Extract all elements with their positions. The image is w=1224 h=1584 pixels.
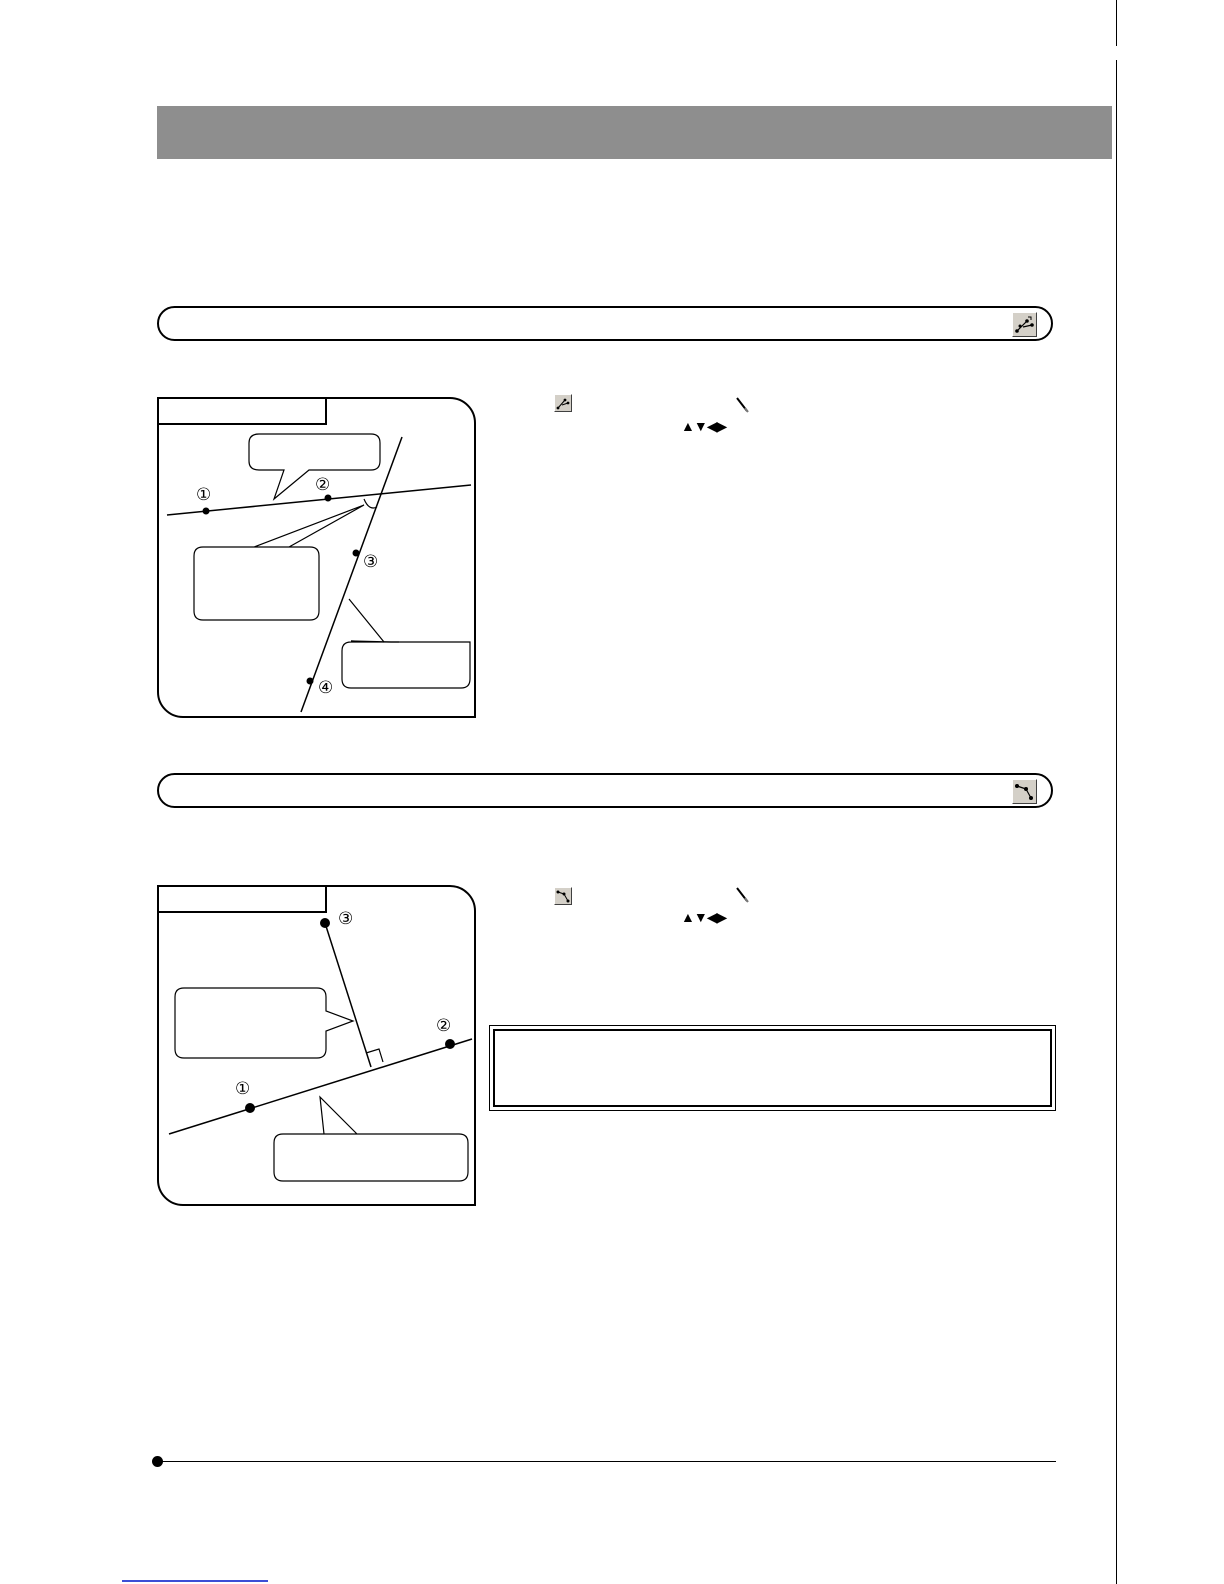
section-bar-perpendicular (157, 773, 1053, 808)
point-marker-1: ① (235, 1079, 251, 1098)
point-marker-2: ② (315, 475, 331, 494)
figure-perpendicular-diagram (157, 885, 476, 1206)
point-3 (353, 550, 360, 557)
point-marker-1: ① (196, 485, 212, 504)
arrow-keys-icon: ▲▼◀▶ (681, 418, 727, 434)
crop-mark-right-vertical (1116, 60, 1117, 1584)
section-bar-angle (157, 306, 1053, 341)
footer-rule (157, 1461, 1056, 1462)
perpendicular-measure-icon (554, 887, 572, 905)
point-marker-4: ④ (318, 678, 334, 697)
angle-measure-icon (554, 394, 572, 412)
point-2 (445, 1039, 455, 1049)
footer-bullet (152, 1456, 163, 1467)
point-4 (307, 678, 314, 685)
link-underline (122, 1580, 268, 1582)
point-marker-2: ② (436, 1016, 452, 1035)
perpendicular-diagram-svg (159, 887, 476, 1206)
crop-mark-top-vertical (1116, 0, 1117, 46)
pen-icon (734, 396, 750, 414)
point-marker-3: ③ (363, 552, 379, 571)
figure-angle-diagram (157, 397, 476, 718)
arrow-keys-icon: ▲▼◀▶ (681, 909, 727, 925)
pen-icon (734, 886, 750, 904)
header-band (157, 106, 1112, 159)
point-3 (320, 918, 330, 928)
perpendicular-measure-icon[interactable] (1012, 779, 1037, 804)
point-1 (245, 1103, 255, 1113)
note-box-inner (493, 1029, 1052, 1107)
note-box (489, 1025, 1056, 1111)
angle-measure-icon[interactable] (1012, 312, 1037, 337)
angle-diagram-svg (159, 399, 476, 718)
point-2 (325, 495, 332, 502)
point-1 (203, 508, 210, 515)
point-marker-3: ③ (338, 909, 354, 928)
